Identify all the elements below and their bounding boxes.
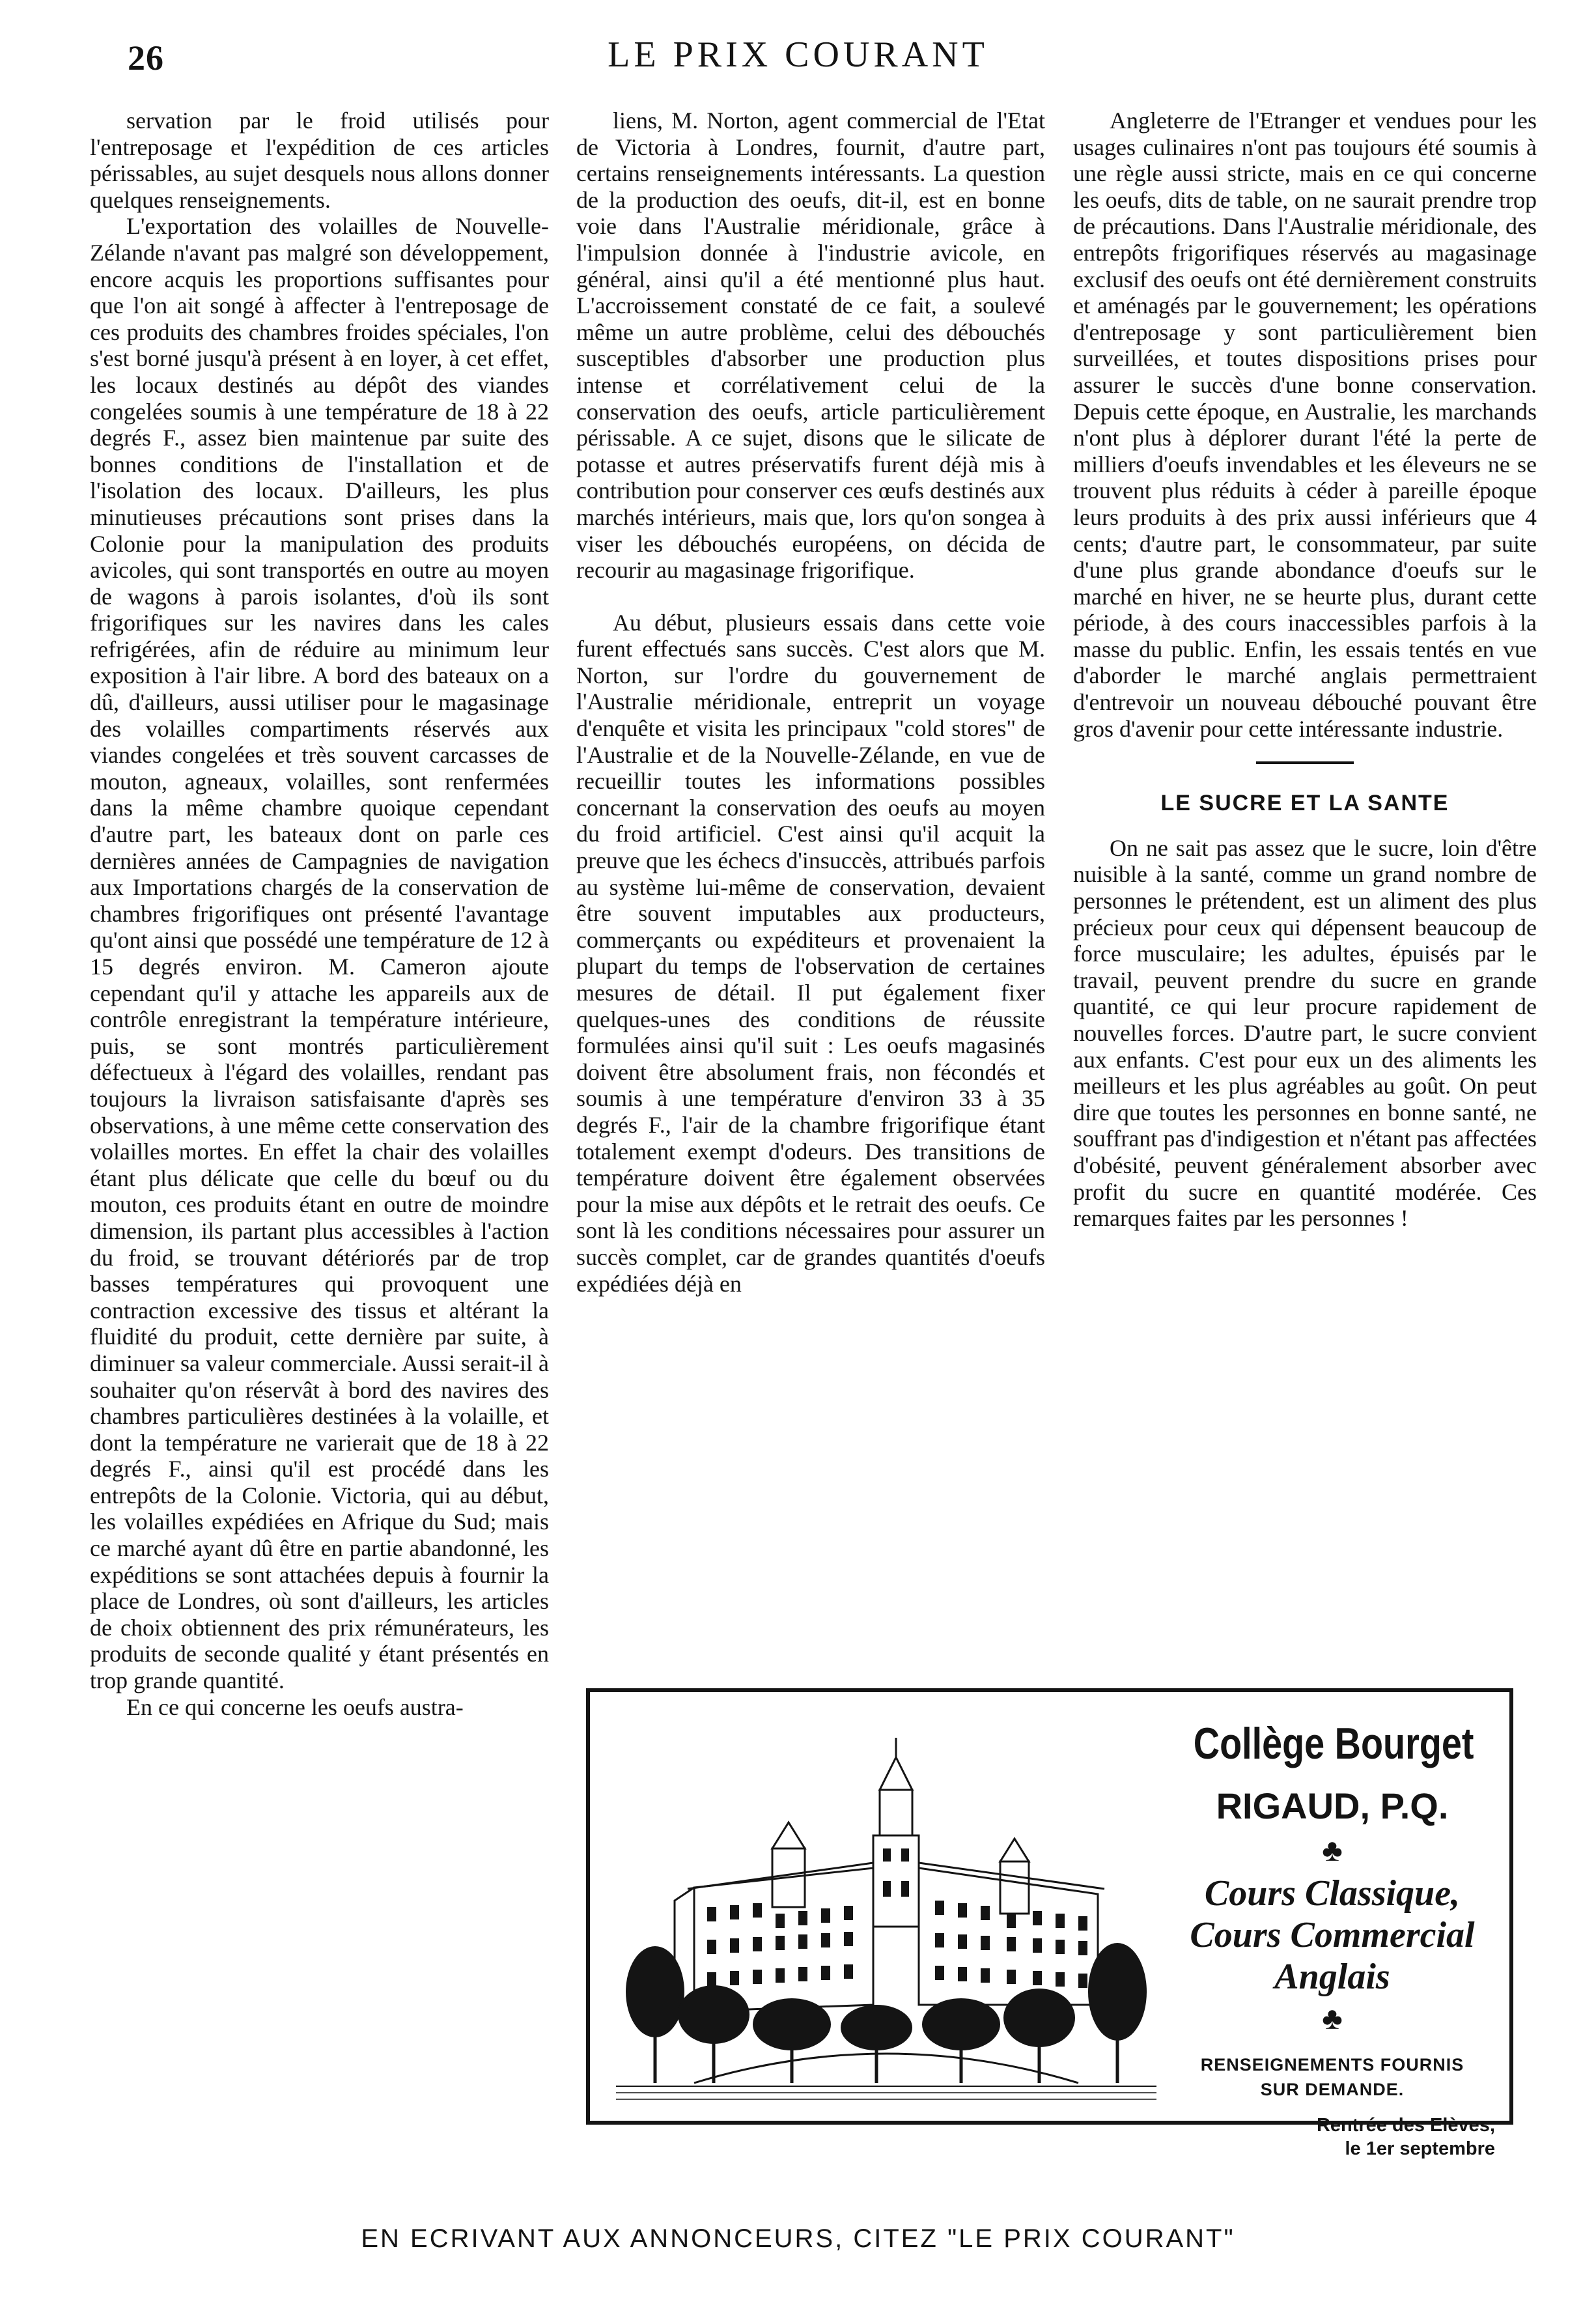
- paragraph: Angleterre de l'Etranger et vendues pour les usages culinaires n'ont pas toujours été soumis à une règle aussi stricte, mais en ce qui concerne les oeufs, dits de table, on ne saurait prendre trop de précautions. Dans l'Australie méridionale, des entrepôts frigorifiques réservés au magasinage exclusif des oeufs ont été dernièrement construits et aménagés par le gouvernement; les opérations d'entreposage y sont particulièrement bien surveillées, et toutes dispositions prises pour assurer le succès d'une bonne conservation. Depuis cette époque, en Australie, les marchands n'ont plus à déplorer durant l'été la perte de milliers d'oeufs invendables et les éleveurs ne se trouvent plus réduits à céder à pareille époque leurs produits à des prix aussi inférieurs que 4 cents; d'autre part, le consommateur, par suite d'une plus grande abondance d'oeufs sur le marché en hiver, ne se heurte plus, durant cette période, à des cours inaccessibles parfois à la masse du public. Enfin, les essais tentés en vue d'aborder le marché anglais permettraient d'entrevoir un nouveau débouché pouvant être gros d'avenir pour cette intéressante industrie.: [1073, 107, 1537, 742]
- rentree-line: Rentrée des Elèves,: [1316, 2115, 1495, 2136]
- course-line: Cours Commercial: [1190, 1915, 1475, 1955]
- section-divider: [1256, 761, 1354, 764]
- rentree-line: le 1er septembre: [1345, 2138, 1495, 2159]
- school-start-notice: [1163, 2114, 1502, 2160]
- article-column-1: [90, 107, 549, 2211]
- advertisement-text: [1163, 1712, 1502, 2160]
- paragraph: L'exportation des volailles de Nouvelle-Zélande n'avant pas malgré son développement, encore acquis les proportions suffisantes pour que l'on ait songé à affecter à l'entreposage de ces produits des chambres froides spéciales, l'on s'est borné jusqu'à présent à en loyer, à cet effet, les locaux destinés au dépôt des viandes congelées soumis à une température de 18 à 22 degrés F., assez bien maintenue par suite des bonnes conditions de l'installation et de l'isolation des locaux. D'ailleurs, les plus minutieuses précautions sont prises dans la Colonie pour la manipulation des produits avicoles, qui sont transportés en outre au moyen de wagons à parois isolantes, d'où ils sont frigorifiques sur les navires dans les cales refrigérées, afin de réduire au minimum leur exposition à l'air libre. A bord des bateaux on a dû, d'ailleurs, aussi utiliser pour le magasinage des volailles compartiments réservés aux viandes congelées et très souvent carcasses de mouton, agneaux, volailles, sont renfermées dans la même chambre quoique cependant d'autre part, les bateaux dont on parle ces dernières années de Campagnies de navigation aux Importations chargés de la conservation de chambres frigorifiques ont présenté l'avantage qu'ont ainsi que possédé une température de 12 à 15 degrés environ. M. Cameron ajoute cependant qu'il y attache les appareils aux de contrôle enregistrant la température intérieure, puis, se sont montrés particulièrement défectueux à l'égard des volailles, rendant pas toujours la livraison satisfaisante d'après ses observations, à une même cette conservation des volailles mortes. En effet la chair des volailles étant plus délicate que celle du bœuf ou du mouton, ces produits étant en outre de moindre dimension, ils partant plus accessibles à l'action du froid, se trouvant détériorés par de trop basses températures qui provoquent une contraction excessive des tissus et altérant la fluidité du produit, cette dernière par suite, à diminuer sa valeur commerciale. Aussi serait-il à souhaiter qu'on réservât à bord des navires des chambres particulières destinées à la volaille, et dont la température ne varierait que de 18 à 22 degrés F., ainsi qu'il est procédé dans les entrepôts de la Colonie. Victoria, qui au début, les volailles expédiées en Afrique du Sud; mais ce marché ayant dû être en partie abandonné, les expéditions se sont attachées depuis à fournir la place de Londres, où sont d'ailleurs, les articles de choix obtiennent des prix rémunérateurs, les produits de seconde qualité y étant présentés en trop grande quantité.: [90, 213, 549, 1694]
- paragraph: Au début, plusieurs essais dans cette voie furent effectués sans succès. C'est alors que M. Norton, sur l'ordre du gouvernement de l'Australie méridionale, entreprit un voyage d'enquête et visita les principaux "cold stores" de l'Australie et de la Nouvelle-Zélande, en vue de recueillir toutes les informations possibles concernant la conservation des oeufs au moyen du froid artificiel. C'est ainsi qu'il acquit la preuve que les échecs d'insuccès, attribués parfois au système lui-même de conservation, devaient être souvent imputables aux producteurs, commerçants ou expéditeurs et provenaient la plupart du temps de l'observation de certaines mesures de détail. Il put également fixer quelques-unes des conditions de réussite formulées ainsi qu'il suit : Les oeufs magasinés doivent être absolument frais, non fécondés et soumis à une température d'environ 33 à 35 degrés F., l'air de la chambre frigorifique étant totalement exempt d'odeurs. Des transitions de température doivent être également observées pour la mise aux dépôts et le retrait des oeufs. Ce sont là les conditions nécessaires pour assurer un succès complet, car de grandes quantités d'oeufs expédiées déjà en: [576, 609, 1045, 1297]
- article-column-3: [1073, 107, 1537, 1674]
- college-location: RIGAUD, P.Q.: [1216, 1785, 1449, 1826]
- page-number: 26: [128, 38, 164, 78]
- paragraph: On ne sait pas assez que le sucre, loin d'être nuisible à la santé, comme un grand nombre de personnes le prétendent, est un aliment des plus précieux pour ceux qui dépensent beaucoup de force musculaire; les adultes, épuisés par le travail, peuvent prendre du sucre en grande quantité, ce qui leur procure rapidement de nouvelles forces. D'autre part, le sucre convient aux enfants. C'est pour eux un des aliments les meilleurs et les plus agréables au goût. On peut dire que toutes les personnes en bonne santé, ne souffrant pas d'indigestion et n'étant pas affectées d'obésité, peuvent généralement absorber avec profit du sucre en quantité modérée. Ces remarques faites par les personnes !: [1073, 834, 1537, 1232]
- article-column-2: [576, 107, 1045, 1658]
- info-notice: [1163, 2052, 1502, 2102]
- club-ornament-icon: ♣: [1322, 2002, 1343, 2036]
- college-name: Collège Bourget: [1193, 1719, 1474, 1768]
- info-line: SUR DEMANDE.: [1260, 2080, 1405, 2099]
- footer-notice: EN ECRIVANT AUX ANNONCEURS, CITEZ "LE PRIX COURANT": [361, 2224, 1235, 2253]
- college-building-illustration: [616, 1718, 1156, 2109]
- journal-title: LE PRIX COURANT: [608, 35, 988, 75]
- college-advertisement: [586, 1688, 1513, 2159]
- info-line: RENSEIGNEMENTS FOURNIS: [1200, 2055, 1464, 2074]
- paragraph: En ce qui concerne les oeufs austra-: [126, 1693, 464, 1720]
- paragraph: servation par le froid utilisés pour l'entreposage et l'expédition de ces articles périssables, au sujet desquels nous allons donner quelques renseignements.: [90, 107, 549, 213]
- paragraph: liens, M. Norton, agent commercial de l'Etat de Victoria à Londres, fournit, d'autre part, certains renseignements intéressants. La question de la production des oeufs, dit-il, est en bonne voie dans l'Australie méridionale, grâce à l'impulsion donnée à l'industrie avicole, en général, ainsi qu'il a été mentionné plus haut. L'accroissement constaté de ce fait, a soulevé même un autre problème, celui des débouchés susceptibles d'absorber une production plus intense et corrélativement celui de la conservation des oeufs, article particulièrement périssable. A ce sujet, disons que le silicate de potasse et autres préservatifs furent déjà mis à contribution pour conserver ces œufs destinés aux marchés intérieurs, mais que, lors qu'on songea à viser les débouchés européens, on décida de recourir au magasinage frigorifique.: [576, 107, 1045, 584]
- club-ornament-icon: ♣: [1322, 1834, 1343, 1868]
- course-line: Cours Classique,: [1204, 1873, 1461, 1914]
- course-line: Anglais: [1274, 1957, 1390, 1997]
- section-title: LE SUCRE ET LA SANTE: [1160, 791, 1449, 816]
